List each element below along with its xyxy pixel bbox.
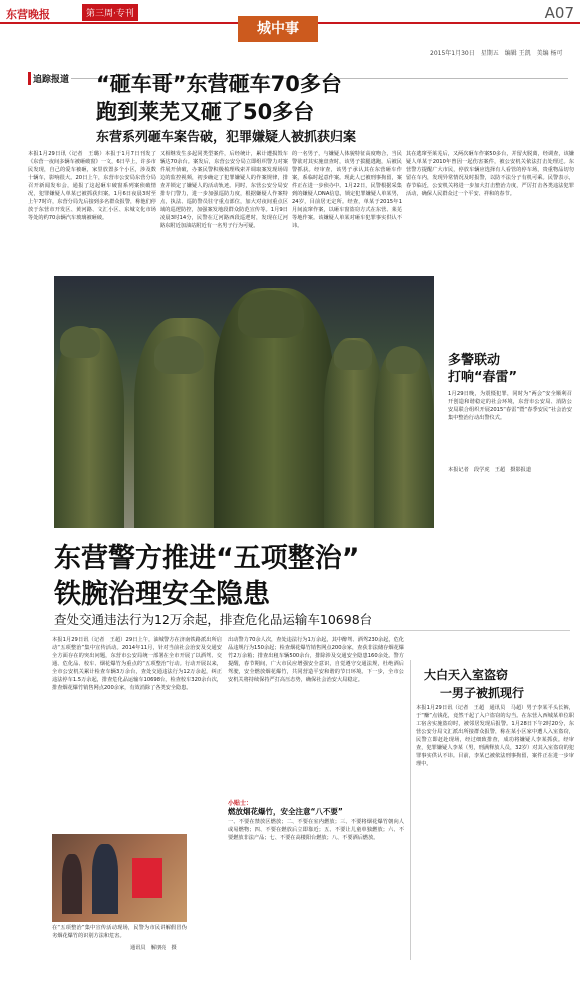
newspaper-logo: 东营晚报 (6, 8, 50, 21)
story2-headline-1: 东营警方推进“五项整治” (54, 543, 360, 574)
story1-headline-1: “砸车哥”东营砸车70多台 (96, 72, 342, 96)
story1-headline-2: 跑到莱芜又砸了50多台 (96, 100, 315, 124)
story2-headline-2: 铁腕治理安全隐患 (54, 579, 270, 610)
story2-column-1: 本报1月29日讯（记者 王超）29日上午，油城警方在济南铁路派出所启动“五项整治”集中宣传活动。2014年11月，针对当前社会治安及交通安全方面存在的突出问题，东营市公安局统一部署在全市开展了以酒驾、交通、危化品、校车、烟花爆竹为重点的“五项整治”行动。行动开展以来，全市公安机关累计检查车辆3万余台，查处交通违法行为12万余起，纠正违法停车1.5万余起，排查危化品运输车10698台，检查校车320余台次，排查烟花爆竹销售网点200余家，有效消除了各类安全隐患。 (52, 637, 222, 691)
story3-body: 本报1月29日讯（记者 王超 通讯员 马超）男子李某平头长裤，于“赚”点钱花，竟然干起了入户盗窃的勾当。在东营入西城某单位职工宿舍实施盗窃时，被邻居发现后报警。1月28日下午2时20分，东营公安分局文汇派出所接群众报警，称在某小区家中遭人入室盗窃，民警立即赶赴现场，经过细致排查，成功将嫌疑人李某抓获。经审查，犯罪嫌疑人李某（男，刑满释放人员，32岁）对其入室盗窃的犯罪事实供认不讳。目前，李某已被依法刑事拘留，案件正在进一步审理中。 (416, 705, 574, 767)
campaign-photo (52, 834, 187, 922)
photo-credit: 本报记者 段学虎 王超 摄影报道 (448, 467, 532, 473)
issue-badge: 第三周·专刊 (82, 4, 138, 21)
story1-column-1: 本报1月29日讯（记者 王璐）本报于1月7日刊发了《东营一夜间多辆车被砸破窗》一文，6日早上，许多市民发现，自己的爱车被砸，家里放置多个小区，涉及数十辆车，影响很大。20日上午，东营市公安局东营分局召开新闻发布会，通报了这起砸车破窗系列案侦破情况，犯罪嫌疑人单某已被抓获归案。1月6日夜晨3时至上午7时许，东营分局先后接到多名群众报警，称他们停放于东营市开发区、黄河路、文汇小区、东城文化市场等处的约70余辆汽车玻璃被砸破。 (28, 151, 156, 221)
tips-label: 小贴士： (228, 800, 253, 807)
inset-caption: 在“五项整治”集中宣传活动现场，民警为市民讲解假冒伪劣烟花爆竹的识别方法和危害。 (52, 925, 187, 939)
tips-text: 一、不要在禁放区燃放；二、不要在室内燃放；三、不要将烟花爆竹朝向人或易燃物；四、不要在燃放后立即靠近；五、不要让儿童单独燃放；六、不要燃放非法产品；七、不要在高楼阳台燃放；八、不要酒后燃放。 (228, 819, 404, 841)
inset-credit: 通讯员 解朋亮 摄 (130, 945, 177, 951)
story1-column-3: 的一名男子，与嫌疑人体貌特征高度吻合，当民警欲对其实施盘查时，该男子拔腿逃跑，后被民警抓获。经审查，该男子承认其在东营砸车作案，系临时起意作案。现此人已被刑事拘留，案件正在进一步侦办中。1月22日，民警根据采集到的嫌疑人DNA信息，锁定犯罪嫌疑人单某男，24岁，目前居无定所。经查，单某于2015年1月间流窜作案，以砸车窗盗窃方式在东营、莱芜等地作案。该嫌疑人单某对砸车犯罪事实供认不讳。 (292, 151, 402, 229)
story1-column-4: 其在逃窜至莱芜后，又两次砸车作案50多台，并留火脱离，经调查，该嫌疑人单某于2010年曾因一起伤害案件，被公安机关依法打击处理过。东营警方提醒广大市民，停放车辆应选择有人看管的停车场，贵重物品切勿留在车内，发现异常情况及时报警，以防不法分子有机可乘。民警表示，春节临近，公安机关将进一步加大打击整治力度，严厉打击各类违法犯罪活动，确保人民群众过一个平安、祥和的春节。 (406, 151, 574, 197)
photo-caption-text: 1月29日晚，为震慑犯罪，同时为“两会”安全顺利召开创造和谐稳定的社会环境，东营市公安局、消防公安局联合组织开展2015“春雷”暨“春季安民”社会治安集中整治行动出警仪式。 (448, 391, 572, 421)
story3-headline-2: 一男子被抓现行 (440, 686, 525, 700)
section-title: 城中事 (238, 16, 318, 42)
photo-caption-title: 多警联动 打响“春雷” (448, 353, 518, 385)
photo-caption-box (438, 276, 574, 528)
tips-title: 燃放烟花爆竹，安全注意“八不要” (228, 807, 343, 816)
page-number: A07 (544, 4, 574, 22)
story3-headline-1: 大白天入室盗窃 (424, 668, 509, 682)
story1-subtitle: 东营系列砸车案告破，犯罪嫌疑人被抓获归案 (96, 130, 357, 145)
story2-subtitle: 查处交通违法行为12万余起，排查危化品运输车10698台 (54, 612, 373, 627)
story1-column-2: 又相继发生多起同类型案件，后经统计，累计遭损毁车辆达70余台。案发后，东营公安分局立即组织警力对案件展开侦破，办案民警积极梳理线索并调取案发现场周边的监控视频，初步确定了犯罪嫌疑人的作案规律，排查并锁定了嫌疑人的活动轨迹。同时，东营公安分局安排专门警力，进一步加强巡防力度，根据嫌疑人作案特点，执法、巡防警员驻守重点部位，加大对夜间重点区域的巡逻防控，加强案发地段群众防范宣传等。1月9日凌晨3时14分，民警在辽河路西段巡逻时，发现在辽河路东附近加油站附近有一名男子行为可疑。 (160, 151, 288, 229)
police-rally-photo (54, 276, 434, 528)
story3-divider (410, 660, 411, 960)
story1-tag: 追踪报道 (28, 72, 71, 85)
issue-meta: 2015年1月30日 星期五 编辑 王凯 美编 杨可 (430, 50, 563, 57)
story2-rule (50, 630, 570, 631)
story2-column-2: 出动警力70余人次，查处违法行为1万余起，其中醉驾、酒驾230余起，危化品违规行为150余起；检查烟花爆竹销售网点200余家，查获非法储存烟花爆竹2万余箱；排查出租车辆500余台，排除涉及交通安全隐患160余处。警方提醒，春节期间，广大市民应增强安全意识，自觉遵守交通法规，杜绝酒后驾驶，安全燃放烟花爆竹，共同营造平安和谐的节日环境。下一步，全市公安机关将持续保持严打高压态势，确保社会治安大局稳定。 (228, 637, 404, 683)
